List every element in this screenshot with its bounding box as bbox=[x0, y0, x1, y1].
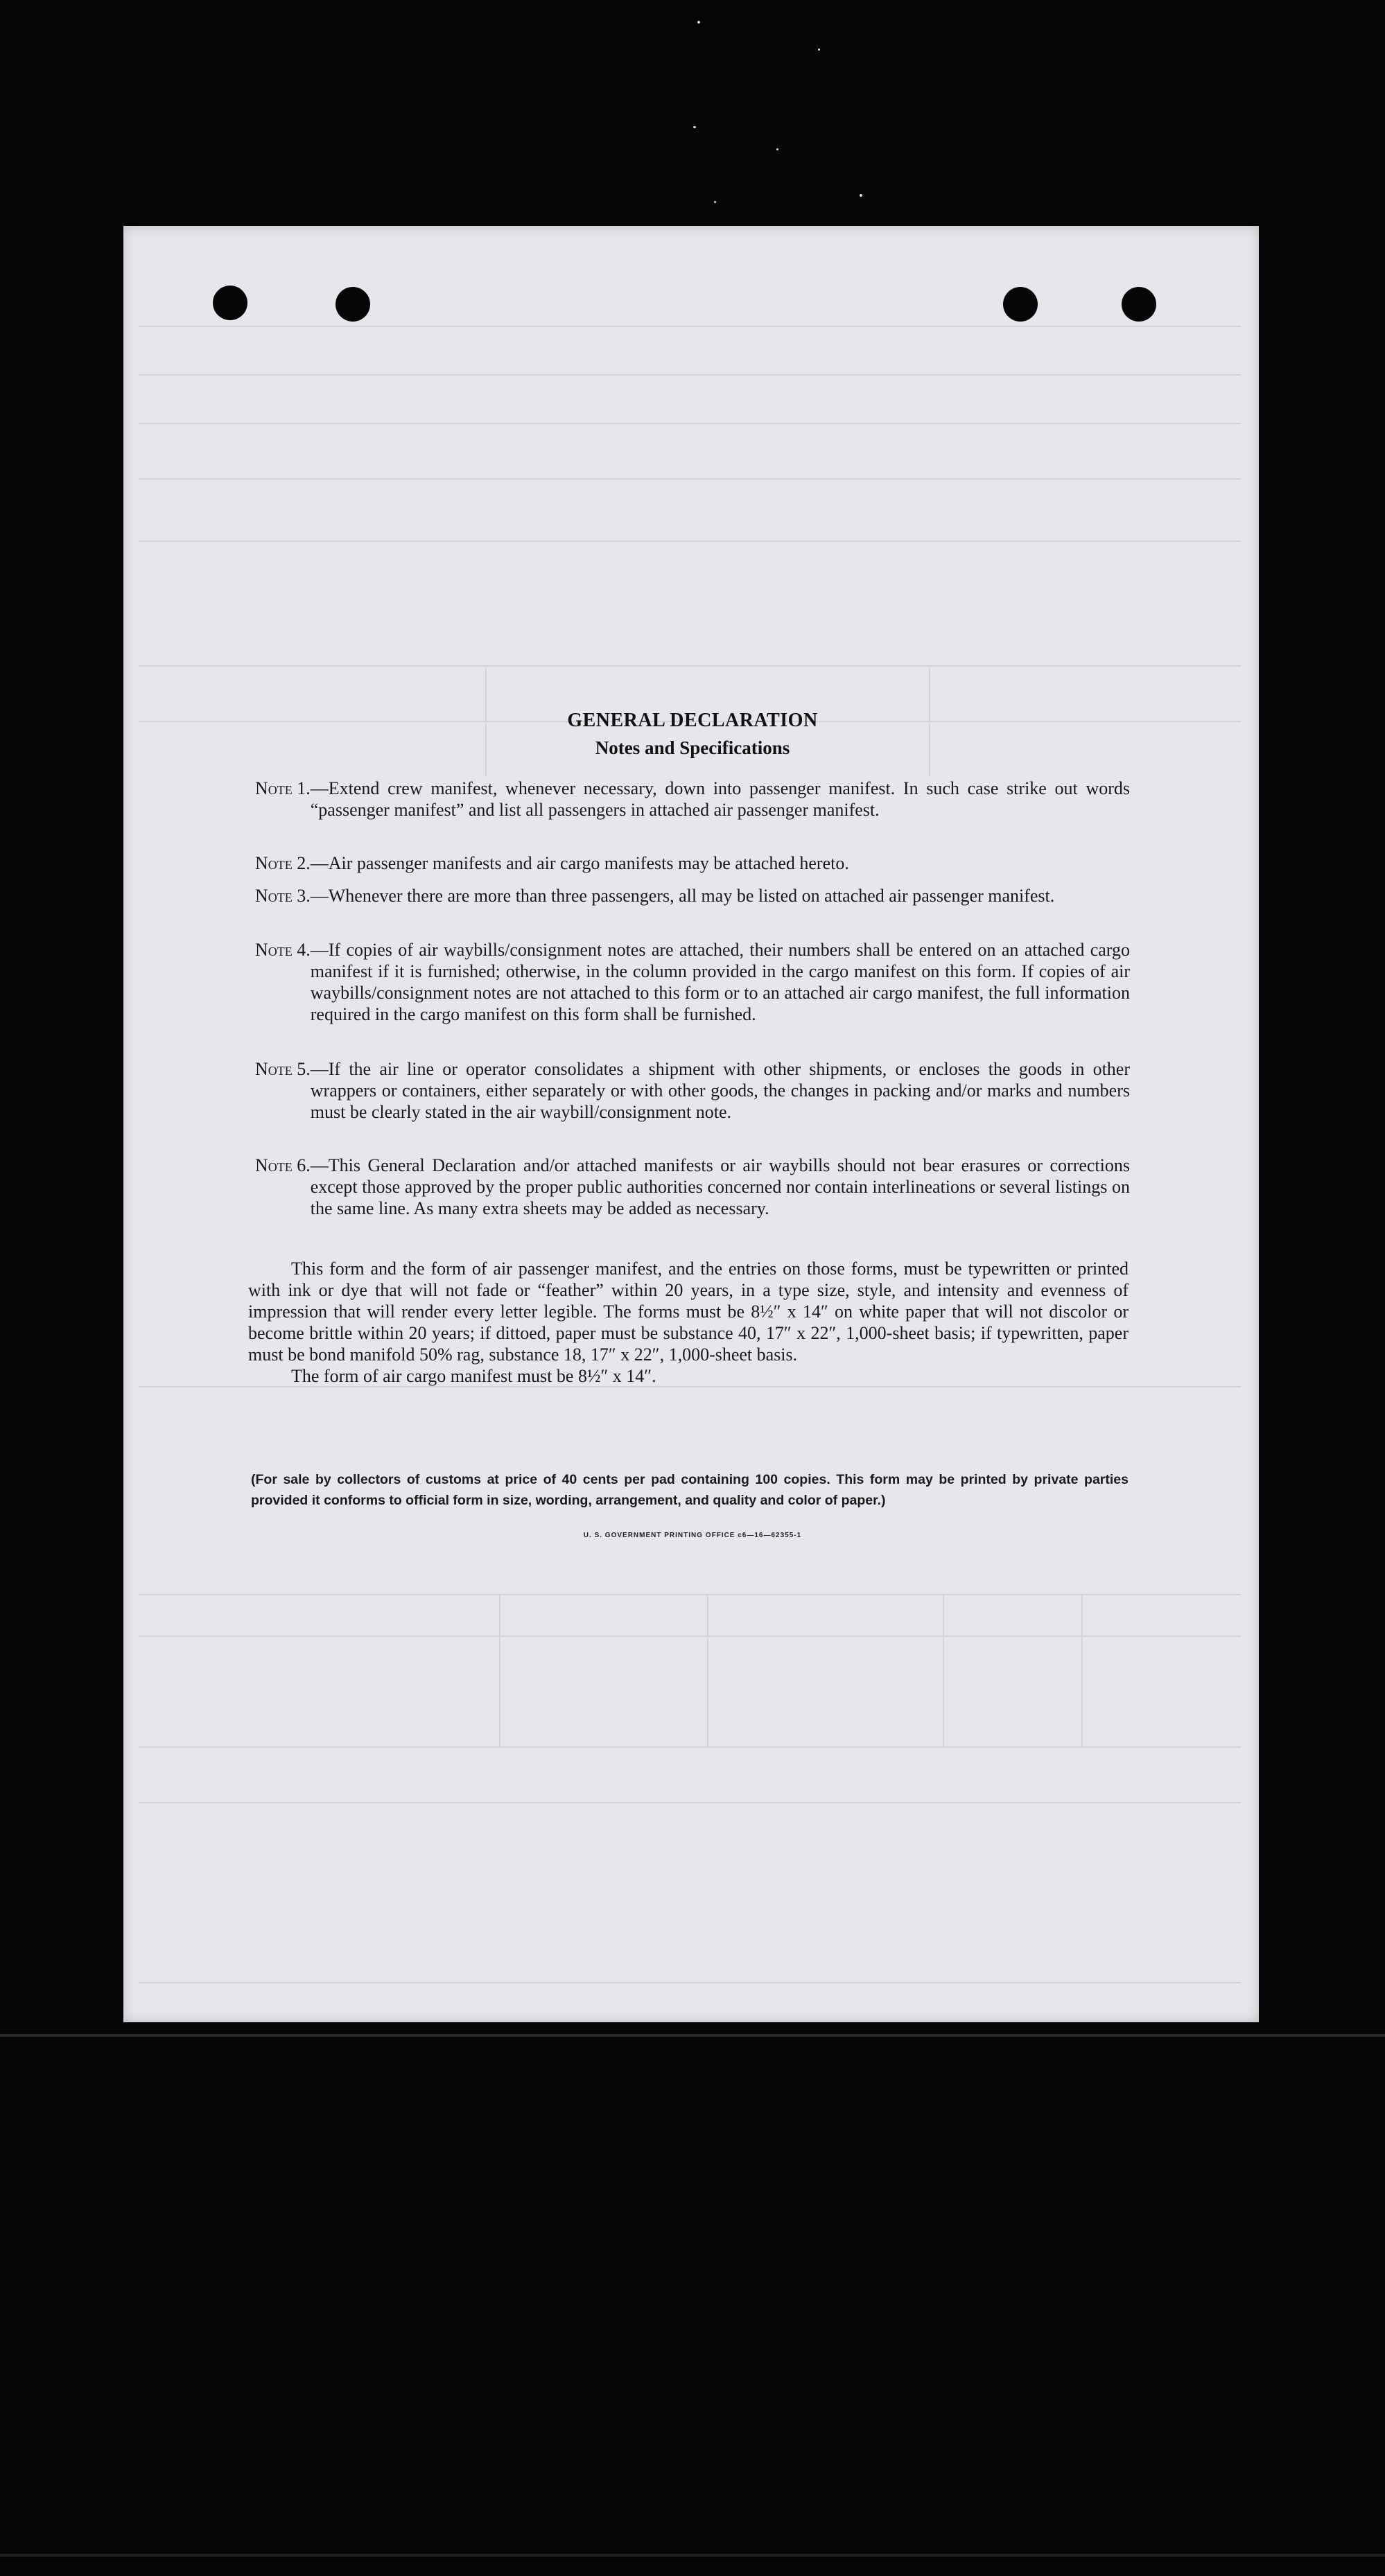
note-label: Note 4. bbox=[255, 940, 311, 960]
ghost-rule bbox=[499, 1594, 500, 1746]
note-text: —Air passenger manifests and air cargo manifests may be attached hereto. bbox=[310, 853, 849, 873]
ghost-rule bbox=[139, 541, 1241, 542]
ghost-rule bbox=[139, 478, 1241, 480]
note-text: —Extend crew manifest, whenever necessary, down into passenger manifest. In such case strike out words “passenger manifest” and list all passengers in attached air passenger manifest. bbox=[310, 778, 1130, 820]
note-label: Note 2. bbox=[255, 853, 311, 873]
sale-notice: (For sale by collectors of customs at price of 40 cents per pad containing 100 copies. This form may be printed by private parties provided it conforms to official form in size, wording, arrangement, and quality and color of paper.) bbox=[251, 1472, 1129, 1508]
note-4 bbox=[255, 939, 1130, 1025]
note-label: Note 1. bbox=[255, 778, 311, 798]
dust-speck bbox=[693, 126, 696, 128]
ghost-rule bbox=[139, 1982, 1241, 1983]
note-text: —This General Declaration and/or attached manifests or air waybills should not bear erasures or corrections except those approved by the proper public authorities concerned nor contain interlineations or several listings on the same line. As many extra sheets may be added as necessary. bbox=[310, 1155, 1130, 1218]
punch-hole bbox=[213, 286, 247, 320]
document-page bbox=[123, 226, 1259, 2022]
ghost-rule bbox=[139, 665, 1241, 667]
note-1 bbox=[255, 778, 1130, 821]
note-label: Note 5. bbox=[255, 1059, 311, 1079]
scan-edge-band bbox=[0, 2554, 1385, 2557]
ghost-rule bbox=[139, 374, 1241, 376]
document-subtitle: Notes and Specifications bbox=[595, 737, 790, 758]
dust-speck bbox=[776, 148, 778, 150]
punch-hole bbox=[1003, 287, 1038, 322]
scan-edge-band bbox=[0, 2034, 1385, 2037]
note-3 bbox=[255, 885, 1130, 906]
dust-speck bbox=[697, 21, 700, 24]
ghost-rule bbox=[707, 1594, 708, 1746]
form-specification-text: This form and the form of air passenger manifest, and the entries on those forms, must be typewritten or printed with ink or dye that will not fade or “feather” within 20 years, in a type size, style, and intensity and evenness of impression that will render every letter legible. The forms must be 8½″ x 14″ on white paper that will not discolor or become brittle within 20 years; if dittoed, paper must be substance 40, 17″ x 22″, 1,000-sheet basis; if typewritten, paper must be bond manifold 50% rag, substance 18, 17″ x 22″, 1,000-sheet basis. bbox=[248, 1259, 1129, 1365]
note-text: —Whenever there are more than three passengers, all may be listed on attached air passenger manifest. bbox=[310, 886, 1055, 906]
dust-speck bbox=[860, 194, 862, 197]
note-text: —If copies of air waybills/consignment notes are attached, their numbers shall be entered on an attached cargo manifest if it is furnished; otherwise, in the column provided in the cargo manifest on this form. If copies of air waybills/consignment notes are not attached to this form or to an attached air cargo manifest, the full information required in the cargo manifest on this form shall be furnished. bbox=[310, 940, 1130, 1024]
ghost-rule bbox=[139, 1802, 1241, 1803]
note-5 bbox=[255, 1058, 1130, 1123]
note-6 bbox=[255, 1155, 1130, 1219]
ghost-rule bbox=[139, 423, 1241, 424]
dust-speck bbox=[714, 201, 716, 203]
ghost-rule bbox=[139, 1594, 1241, 1595]
punch-hole bbox=[336, 287, 370, 322]
ghost-rule bbox=[943, 1594, 944, 1746]
note-label: Note 3. bbox=[255, 886, 311, 906]
note-text: —If the air line or operator consolidates a shipment with other shipments, or encloses the goods in other wrappers or containers, either separately or with other goods, the changes in packing and/or marks and numbers must be clearly stated in the air waybill/consignment note. bbox=[310, 1059, 1130, 1122]
ghost-rule bbox=[1081, 1594, 1083, 1746]
note-2 bbox=[255, 852, 1130, 874]
specifications-paragraph bbox=[248, 1258, 1129, 1387]
ghost-rule bbox=[139, 1636, 1241, 1637]
cargo-manifest-size-text: The form of air cargo manifest must be 8½″ x 14″. bbox=[291, 1366, 656, 1386]
note-label: Note 6. bbox=[255, 1155, 311, 1175]
document-title: GENERAL DECLARATION bbox=[567, 710, 818, 731]
ghost-rule bbox=[139, 326, 1241, 327]
punch-hole bbox=[1122, 287, 1156, 322]
printer-line: U. S. GOVERNMENT PRINTING OFFICE c6—16—62355-1 bbox=[583, 1532, 802, 1539]
ghost-rule bbox=[139, 1746, 1241, 1748]
dust-speck bbox=[818, 49, 820, 51]
